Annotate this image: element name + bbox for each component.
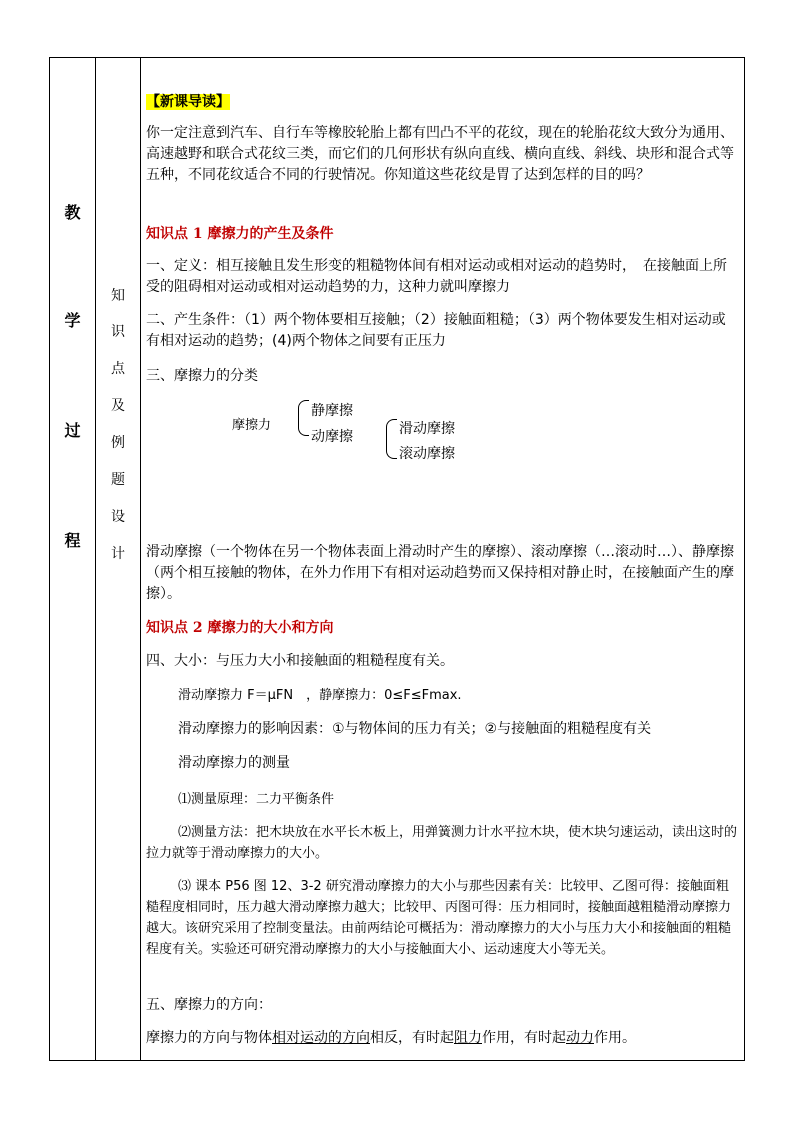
direction-text: 作用。 bbox=[594, 1030, 636, 1046]
col2-char: 知 bbox=[111, 288, 125, 304]
kp1-title: 知识点 1 摩擦力的产生及条件 bbox=[146, 226, 334, 242]
col2-char: 设 bbox=[111, 509, 125, 525]
col2-char: 计 bbox=[111, 546, 125, 562]
col2-char: 识 bbox=[111, 324, 125, 340]
teaching-process-column bbox=[50, 58, 95, 1060]
kp2-direction-title: 五、摩擦力的方向： bbox=[146, 997, 272, 1013]
col2-char: 及 bbox=[111, 398, 125, 414]
kp2-experiment: ⑶ 课本 P56 图 12、3-2 研究滑动摩擦力的大小与那些因素有关：比较甲、乙图可得：接触面粗糙程度相同时，压力越大滑动摩擦力越大；比较甲、丙图可得：压力相同时，接触面越粗糙滑动摩擦力越大。该研究采用了控制变量法。由前两结论可概括为：滑动摩擦力的大小与压力大小和接触面的粗糙程度有关。实验还可研究滑动摩擦力的大小与接触面大小、运动速度大小等无关。 bbox=[146, 879, 732, 957]
brace-2 bbox=[386, 419, 397, 459]
kp2-title: 知识点 2 摩擦力的大小和方向 bbox=[146, 620, 334, 636]
kp2-principle: ⑴测量原理：二力平衡条件 bbox=[178, 792, 335, 807]
diagram-static: 静摩擦 bbox=[311, 403, 353, 419]
kp2-measure-title: 滑动摩擦力的测量 bbox=[178, 755, 290, 771]
brace-1 bbox=[298, 400, 309, 436]
direction-text: 作用，有时起 bbox=[482, 1030, 566, 1046]
col2-char: 点 bbox=[111, 361, 125, 377]
col1-char: 教 bbox=[64, 203, 81, 222]
diagram-root: 摩擦力 bbox=[232, 418, 272, 433]
direction-underlined: 相对运动的方向 bbox=[272, 1030, 370, 1046]
diagram-rolling: 滚动摩擦 bbox=[399, 446, 455, 462]
col1-char: 程 bbox=[64, 531, 81, 550]
diagram-sliding: 滑动摩擦 bbox=[399, 421, 455, 437]
kp1-explanation: 滑动摩擦（一个物体在另一个物体表面上滑动时产生的摩擦）、滚动摩擦（…滚动时…）、静摩擦（两个相互接触的物体，在外力作用下有相对运动趋势而又保持相对静止时，在接触面产生的摩擦）。 bbox=[146, 544, 734, 602]
kp2-magnitude: 四、大小：与压力大小和接触面的粗糙程度有关。 bbox=[146, 653, 454, 669]
kp2-formula: 滑动摩擦力 F＝μFN ，静摩擦力：0≤F≤Fmax. bbox=[178, 688, 462, 703]
knowledge-design-column bbox=[96, 58, 140, 1060]
kp1-definition: 一、定义：相互接触且发生形变的粗糙物体间有相对运动或相对运动的趋势时， 在接触面上所受的阻碍相对运动或相对运动趋势的力，这种力就叫摩擦力 bbox=[146, 258, 727, 295]
col1-char: 过 bbox=[64, 421, 81, 440]
kp2-direction bbox=[146, 1028, 738, 1049]
new-lesson-tag: 【新课导读】 bbox=[146, 94, 230, 110]
kp2-method: ⑵测量方法：把木块放在水平长木板上，用弹簧测力计水平拉木块，使木块匀速运动，读出这时的拉力就等于滑动摩擦力的大小。 bbox=[146, 825, 738, 861]
intro-paragraph: 你一定注意到汽车、自行车等橡胶轮胎上都有凹凸不平的花纹，现在的轮胎花纹大致分为通用、高速越野和联合式花纹三类，而它们的几何形状有纵向直线、横向直线、斜线、块形和混合式等五种，不同花纹适合不同的行驶情况。你知道这些花纹是胃了达到怎样的目的吗？ bbox=[146, 125, 734, 183]
kp2-factors: 滑动摩擦力的影响因素：①与物体间的压力有关；②与接触面的粗糙程度有关 bbox=[178, 721, 652, 737]
col2-char: 例 bbox=[111, 435, 125, 451]
direction-text: 摩擦力的方向与物体 bbox=[146, 1030, 272, 1046]
col2-char: 题 bbox=[111, 472, 125, 488]
direction-text: 相反，有时起 bbox=[370, 1030, 454, 1046]
direction-underlined: 动力 bbox=[566, 1030, 594, 1046]
kp1-classification-title: 三、摩擦力的分类 bbox=[146, 368, 258, 384]
col1-char: 学 bbox=[64, 311, 81, 330]
direction-underlined: 阻力 bbox=[454, 1030, 482, 1046]
lesson-table bbox=[49, 57, 745, 1061]
column-divider-2 bbox=[140, 58, 141, 1060]
kp1-conditions: 二、产生条件：（1）两个物体要相互接触；（2）接触面粗糙；（3）两个物体要发生相对运动或有相对运动的趋势；(4)两个物体之间要有正压力 bbox=[146, 312, 726, 349]
diagram-kinetic: 动摩擦 bbox=[311, 429, 353, 445]
intro-heading bbox=[146, 92, 738, 113]
